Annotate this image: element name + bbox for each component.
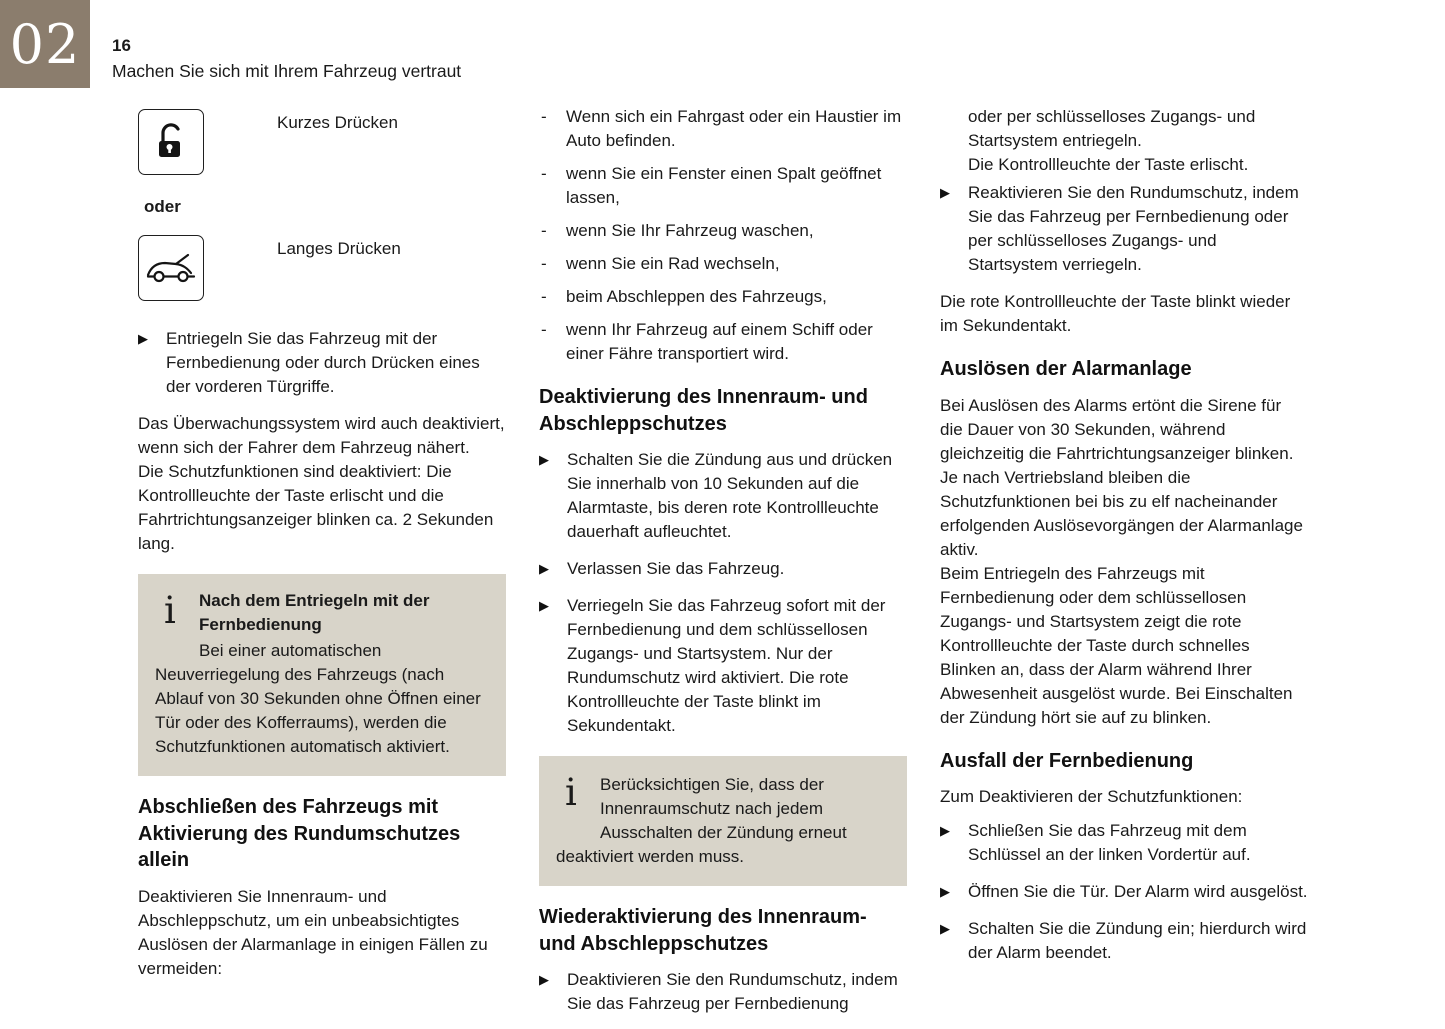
dash-bullet-icon: - — [541, 221, 547, 240]
arrow-bullet-icon: ▶ — [940, 921, 950, 936]
paragraph-line: Das Überwachungssystem wird auch deaktiviert, wenn sich der Fahrer dem Fahrzeug nähert. — [138, 414, 505, 457]
list-item-text: wenn Sie ein Rad wechseln, — [566, 254, 780, 273]
short-press-label: Kurzes Drücken — [277, 113, 398, 132]
list-item-text: beim Abschleppen des Fahrzeugs, — [566, 287, 827, 306]
instruction-unlock — [138, 327, 506, 399]
arrow-bullet-icon: ▶ — [539, 561, 549, 576]
paragraph-line: Bei Auslösen des Alarms ertönt die Sirene für die Dauer von 30 Sekunden, während gleichzeitig die Fahrtrichtungsanzeiger blinken. — [940, 395, 1294, 463]
list-item — [539, 219, 907, 243]
dash-bullet-icon: - — [541, 164, 547, 183]
instruction-item — [940, 819, 1308, 867]
instruction-text: Schließen Sie das Fahrzeug mit dem Schlüssel an der linken Vordertür auf. — [968, 821, 1251, 864]
arrow-bullet-icon: ▶ — [940, 884, 950, 899]
instruction-text: Reaktivieren Sie den Rundumschutz, indem Sie das Fahrzeug per Fernbedienung oder per schlüsselloses Zugangs- und Startsystem verriegeln. — [968, 183, 1299, 274]
page-number: 16 — [112, 36, 131, 55]
arrow-bullet-icon: ▶ — [539, 972, 549, 987]
arrow-bullet-icon: ▶ — [539, 598, 549, 613]
info-box-body: Berücksichtigen Sie, dass der Innenraumschutz nach jedem Ausschalten der Zündung erneut deaktiviert werden muss. — [556, 775, 847, 866]
instruction-item — [539, 968, 907, 1016]
list-item — [539, 285, 907, 309]
instruction-text: Öffnen Sie die Tür. Der Alarm wird ausgelöst. — [968, 882, 1308, 901]
info-box-title: Nach dem Entriegeln mit der Fernbedienung — [199, 591, 430, 634]
paragraph-line: Beim Entriegeln des Fahrzeugs mit Fernbedienung oder dem schlüssellosen Zugangs- und Startsystem zeigt die rote Kontrollleuchte der Taste durch schnelles Blinken an, dass der Alarm während Ihrer Abwesenheit ausgelöst wurde. Bei Einschalten der Zündung hört sie auf zu blinken. — [940, 563, 1293, 727]
list-item-text: wenn Sie ein Fenster einen Spalt geöffnet lassen, — [566, 164, 882, 207]
info-box-relock — [138, 574, 506, 776]
arrow-bullet-icon: ▶ — [539, 452, 549, 467]
list-item — [539, 252, 907, 276]
long-press-label: Langes Drücken — [277, 239, 401, 258]
or-label: oder — [144, 197, 181, 216]
instruction-text: Deaktivieren Sie den Rundumschutz, indem Sie das Fahrzeug per Fernbedienung — [567, 970, 898, 1013]
section-heading-lock-perimeter: Abschließen des Fahrzeugs mit Aktivierung des Rundumschutzes allein — [138, 796, 461, 871]
column-right — [940, 103, 1308, 1029]
column-middle — [539, 103, 907, 1029]
remote-failure-intro: Zum Deaktivieren der Schutzfunktionen: — [940, 787, 1243, 806]
arrow-bullet-icon: ▶ — [940, 185, 950, 200]
long-press-row — [138, 235, 506, 301]
list-item-text: Wenn sich ein Fahrgast oder ein Haustier im Auto befinden. — [566, 107, 902, 150]
continuation-line: oder per schlüsselloses Zugangs- und Startsystem entriegeln. — [968, 107, 1256, 150]
dash-bullet-icon: - — [541, 254, 547, 273]
section-heading-alarm-trigger: Auslösen der Alarmanlage — [940, 358, 1192, 380]
info-icon: i — [565, 771, 577, 814]
unlock-padlock-icon — [138, 109, 204, 175]
section-heading-remote-failure: Ausfall der Fernbedienung — [940, 749, 1194, 772]
instruction-item — [940, 181, 1308, 277]
continuation-line: Die Kontrollleuchte der Taste erlischt. — [968, 155, 1249, 174]
arrow-bullet-icon: ▶ — [940, 823, 950, 838]
instruction-text: Schalten Sie die Zündung aus und drücken Sie innerhalb von 10 Sekunden auf die Alarmtaste, bis deren rote Kontrollleuchte dauerhaft aufleuchtet. — [567, 450, 893, 541]
column-left — [138, 103, 506, 1029]
section-heading-reactivation: Wiederaktivierung des Innenraum- und Abschleppschutzes — [539, 906, 867, 955]
short-press-row — [138, 109, 506, 175]
paragraph-line: Je nach Vertriebsland bleiben die Schutzfunktionen bei bis zu elf nacheinander erfolgenden Auslösevorgängen der Alarmanlage aktiv. — [940, 467, 1303, 559]
arrow-bullet-icon: ▶ — [138, 331, 148, 346]
list-item-text: wenn Sie Ihr Fahrzeug waschen, — [566, 221, 814, 240]
list-item — [539, 318, 907, 366]
chapter-number-badge — [0, 0, 90, 88]
instruction-text: Verriegeln Sie das Fahrzeug sofort mit der Fernbedienung und dem schlüssellosen Zugangs- und Startsystem. Nur der Rundumschutz wird aktiviert. Die rote Kontrollleuchte der Taste blinkt im Sekundentakt. — [567, 596, 886, 735]
instruction-item — [539, 557, 907, 581]
instruction-text: Schalten Sie die Zündung ein; hierdurch wird der Alarm beendet. — [968, 919, 1307, 962]
info-icon: i — [164, 589, 176, 632]
content-columns — [138, 103, 1308, 1029]
instruction-text: Entriegeln Sie das Fahrzeug mit der Fernbedienung oder durch Drücken eines der vorderen Türgriffe. — [166, 329, 480, 396]
chapter-number: 02 — [9, 12, 81, 76]
instruction-item — [539, 448, 907, 544]
instruction-continuation — [940, 105, 1308, 177]
instruction-item — [539, 594, 907, 738]
list-item-text: wenn Ihr Fahrzeug auf einem Schiff oder einer Fähre transportiert wird. — [566, 320, 873, 363]
list-item — [539, 105, 907, 153]
monitoring-paragraph — [138, 412, 506, 556]
info-box-interior-protection — [539, 756, 907, 886]
info-box-body: Bei einer automatischen Neuverriegelung des Fahrzeugs (nach Ablauf von 30 Sekunden ohne Öffnen einer Tür oder des Kofferraums), werden die Schutzfunktionen automatisch aktiviert. — [155, 641, 481, 756]
page-title: Machen Sie sich mit Ihrem Fahrzeug vertraut — [112, 61, 462, 81]
instruction-item — [940, 917, 1308, 965]
alarm-paragraph — [940, 394, 1308, 730]
instruction-text: Verlassen Sie das Fahrzeug. — [567, 559, 785, 578]
section-heading-deactivation: Deaktivierung des Innenraum- und Abschleppschutzes — [539, 386, 868, 435]
list-item — [539, 162, 907, 210]
dash-bullet-icon: - — [541, 107, 547, 126]
dash-bullet-icon: - — [541, 320, 547, 339]
car-open-tailgate-icon — [138, 235, 204, 301]
page-header — [112, 36, 461, 82]
indicator-paragraph: Die rote Kontrollleuchte der Taste blinkt wieder im Sekundentakt. — [940, 292, 1291, 335]
paragraph-line: Die Schutzfunktionen sind deaktiviert: Die Kontrollleuchte der Taste erlischt und die Fahrtrichtungsanzeiger blinken ca. 2 Sekunden lang. — [138, 462, 494, 553]
instruction-item — [940, 880, 1308, 904]
dash-bullet-icon: - — [541, 287, 547, 306]
deactivate-intro-paragraph: Deaktivieren Sie Innenraum- und Abschleppschutz, um ein unbeabsichtigtes Auslösen der Alarmanlage in einigen Fällen zu vermeiden: — [138, 886, 488, 978]
